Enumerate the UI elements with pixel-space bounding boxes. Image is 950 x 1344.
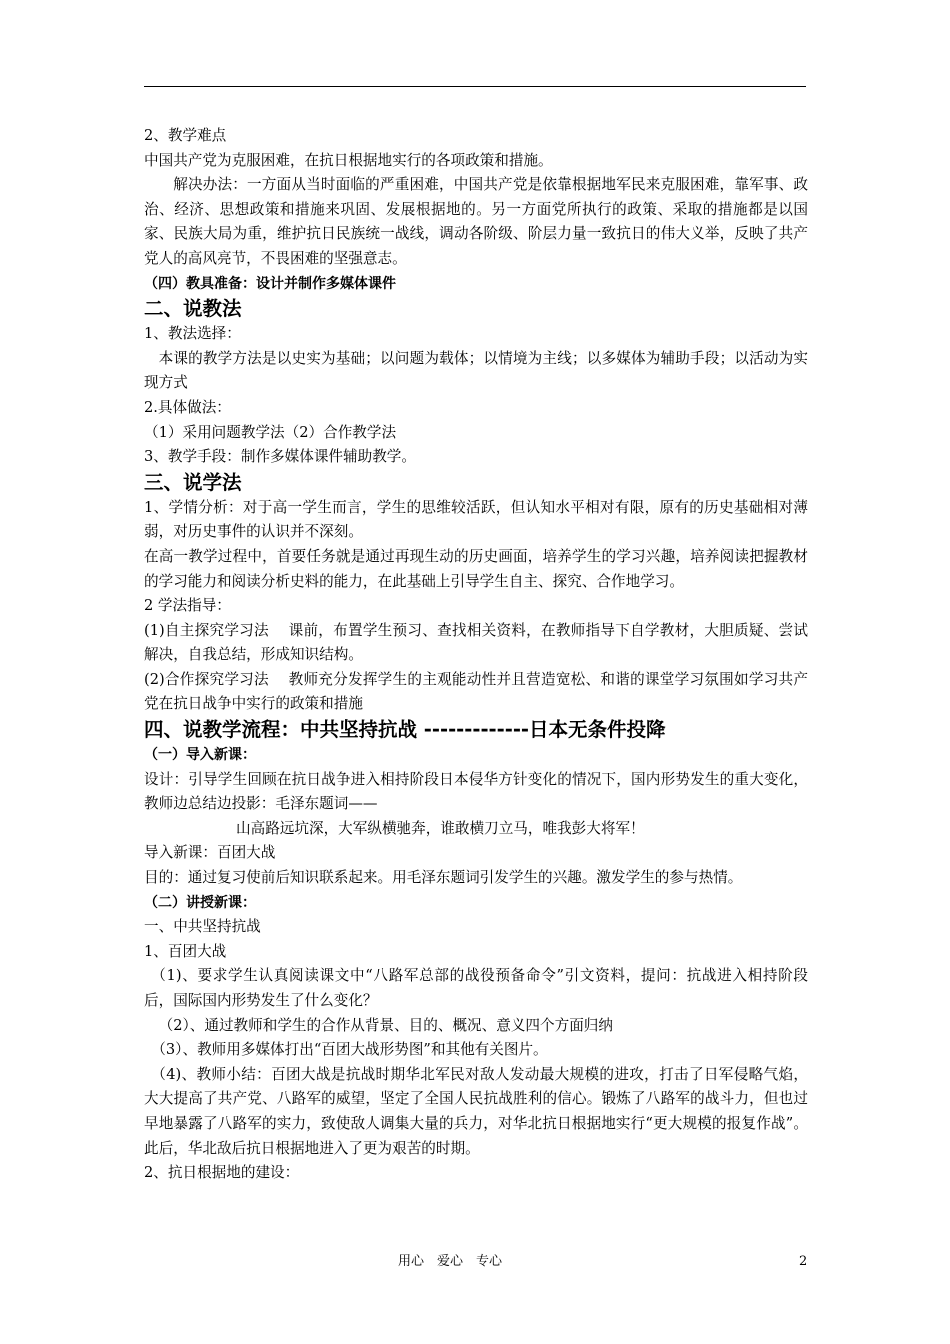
paragraph: 2 学法指导： <box>144 597 231 615</box>
major-heading: 三、说学法 <box>144 470 242 494</box>
paragraph: （2）、通过教师和学生的合作从背景、目的、概况、意义四个方面归纳 <box>158 1016 613 1034</box>
paragraph: 一、中共坚持抗战 <box>144 918 261 936</box>
subheading: （二）讲授新课： <box>144 894 256 911</box>
paragraph: 1、学情分析：对于高一学生而言，学生的思维较活跃，但认知水平相对有限，原有的历史基础相对薄弱，对历史事件的认识并不深刻。 <box>144 498 808 541</box>
header-rule <box>144 86 806 87</box>
paragraph: 本课的教学方法是以史实为基础；以问题为载体；以情境为主线；以多媒体为辅助手段；以活动为实现方式 <box>144 349 808 392</box>
footer-motto: 用心 爱心 专心 <box>398 1254 503 1269</box>
major-heading: 四、说教学流程：中共坚持抗战 -------------日本无条件投降 <box>144 718 666 742</box>
paragraph: (1)自主探究学习法 课前，布置学生预习、查找相关资料，在教师指导下自学教材，大胆质疑、尝试解决，自我总结，形成知识结构。 <box>144 621 808 664</box>
paragraph: 中国共产党为克服困难，在抗日根据地实行的各项政策和措施。 <box>144 151 553 169</box>
subheading: （四）教具准备：设计并制作多媒体课件 <box>144 275 396 292</box>
quotation: 山高路远坑深，大军纵横驰奔，谁敢横刀立马，唯我彭大将军！ <box>236 819 645 837</box>
major-heading: 二、说教法 <box>144 297 242 321</box>
paragraph: 解决办法：一方面从当时面临的严重困难，中国共产党是依靠根据地军民来克服困难，靠军事、政治、经济、思想政策和措施来巩固、发展根据地的。另一方面党所执行的政策、采取的措施都是以国家、民族大局为重，维护抗日民族统一战线，调动各阶级、阶层力量一致抗日的伟大义举，反映了共产党人的高风亮节，不畏困难的坚强意志。 <box>144 176 808 267</box>
paragraph: （3）、教师用多媒体打出“百团大战形势图”和其他有关图片。 <box>151 1041 548 1059</box>
paragraph: 目的：通过复习使前后知识联系起来。用毛泽东题词引发学生的兴趣。激发学生的参与热情。 <box>144 869 743 887</box>
paragraph: 2、抗日根据地的建设： <box>144 1164 300 1182</box>
document-body <box>144 124 808 1186</box>
section-heading: 2、教学难点 <box>144 127 227 144</box>
paragraph: 设计：引导学生回顾在抗日战争进入相持阶段日本侵华方针变化的情况下，国内形势发生的重大变化，教师边总结边投影：毛泽东题词—— <box>144 770 808 813</box>
page-footer <box>0 1252 950 1272</box>
paragraph: 2.具体做法： <box>144 398 231 416</box>
paragraph: 导入新课：百团大战 <box>144 844 276 862</box>
paragraph: (2)合作探究学习法 教师充分发挥学生的主观能动性并且营造宽松、和谐的课堂学习氛围如学习共产党在抗日战争中实行的政策和措施 <box>144 670 808 713</box>
paragraph: 1、教法选择： <box>144 325 241 343</box>
paragraph: （1）采用问题教学法（2）合作教学法 <box>144 423 397 441</box>
paragraph: （1)、要求学生认真阅读课文中“八路军总部的战役预备命令”引文资料，提问：抗战进入相持阶段后，国际国内形势发生了什么变化？ <box>144 967 808 1009</box>
paragraph: 在高一教学过程中，首要任务就是通过再现生动的历史画面，培养学生的学习兴趣，培养阅读把握教材的学习能力和阅读分析史料的能力，在此基础上引导学生自主、探究、合作地学习。 <box>144 547 808 590</box>
paragraph: 3、教学手段：制作多媒体课件辅助教学。 <box>144 448 416 466</box>
page-number: 2 <box>799 1254 808 1269</box>
paragraph: 1、百团大战 <box>144 942 227 960</box>
paragraph: （4)、教师小结：百团大战是抗战时期华北军民对敌人发动最大规模的进攻，打击了日军侵略气焰，大大提高了共产党、八路军的威望，坚定了全国人民抗战胜利的信心。锻炼了八路军的战斗力，但也过早地暴露了八路军的实力，致使敌人调集大量的兵力，对华北抗日根据地实行“更大规模的报复作战”。此后，华北敌后抗日根据地进入了更为艰苦的时期。 <box>144 1065 808 1157</box>
subheading: （一）导入新课： <box>144 747 256 764</box>
